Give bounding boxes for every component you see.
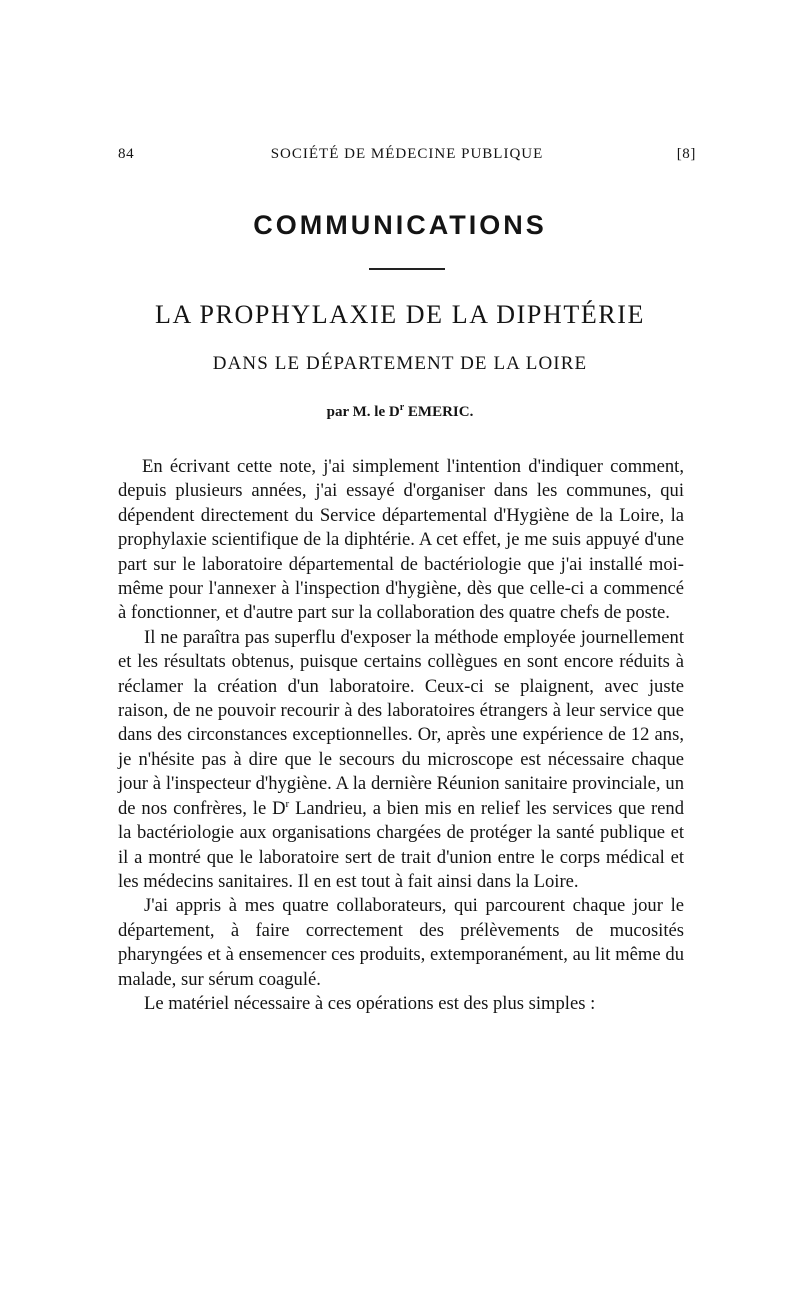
byline-superscript: r [399,402,405,413]
article-title: LA PROPHYLAXIE DE LA DIPHTÉRIE [155,300,645,329]
article-body [118,455,684,1016]
page-number: 84 [118,146,135,162]
byline-author: EMERIC. [404,404,474,420]
page-reference: [8] [676,146,696,162]
paragraph-2-text-a: Il ne paraîtra pas superflu d'exposer la méthode employée journellement et les résultats obtenus, puisque certains collègues en sont encore réduits à réclamer la création d'un laboratoire. Ceux-ci se plaignent, avec juste raison, de ne pouvoir recourir à des laboratoires étrangers à leur service que dans des circonstances exceptionnelles. Or, après une expérience de 12 ans, je n'hésite pas à dire que le secours du microscope est nécessaire chaque jour à l'inspecteur d'hygiène. A la dernière Réunion sanitaire provinciale, un de nos confrères, le D [118,626,684,819]
paragraph-2 [118,626,684,894]
running-title: SOCIÉTÉ DE MÉDECINE PUBLIQUE [270,146,544,162]
byline-prefix: par M. le D [326,404,400,420]
paragraph-2-superscript: r [285,797,290,810]
byline [0,402,800,421]
section-heading: COMMUNICATIONS [253,210,547,240]
title-divider [369,268,445,270]
paragraph-4: Le matériel nécessaire à ces opérations est des plus simples : [144,992,596,1014]
paragraph-1: En écrivant cette note, j'ai simplement l'intention d'indiquer comment, depuis plusieurs années, j'ai essayé d'organiser dans les communes, qui dépendent directement du Service départemental d'Hygiène de la Loire, la prophylaxie scientifique de la diphtérie. A cet effet, je me suis appuyé d'une part sur le laboratoire départemental de bactériologie que j'ai installé moi-même pour l'annexer à l'inspection d'hygiène, dès que celle-ci a commencé à fonctionner, et d'autre part sur la collaboration des quatre chefs de poste. [118,456,684,624]
running-head [118,146,696,168]
paragraph-3: J'ai appris à mes quatre collaborateurs, qui parcourent chaque jour le département, à faire correctement des prélèvements de mucosités pharyngées et à ensemencer ces produits, extemporanément, au lit même du malade, sur sérum coagulé. [118,895,684,990]
paragraph-2-text-b: Landrieu, a bien mis en relief les services que rend la bactériologie aux organisations chargées de protéger la santé publique et il a montré que le laboratoire sert de trait d'union entre le corps médical et les médecins sanitaires. Il en est tout à fait ainsi dans la Loire. [118,797,684,892]
article-subtitle: DANS LE DÉPARTEMENT DE LA LOIRE [212,353,588,374]
